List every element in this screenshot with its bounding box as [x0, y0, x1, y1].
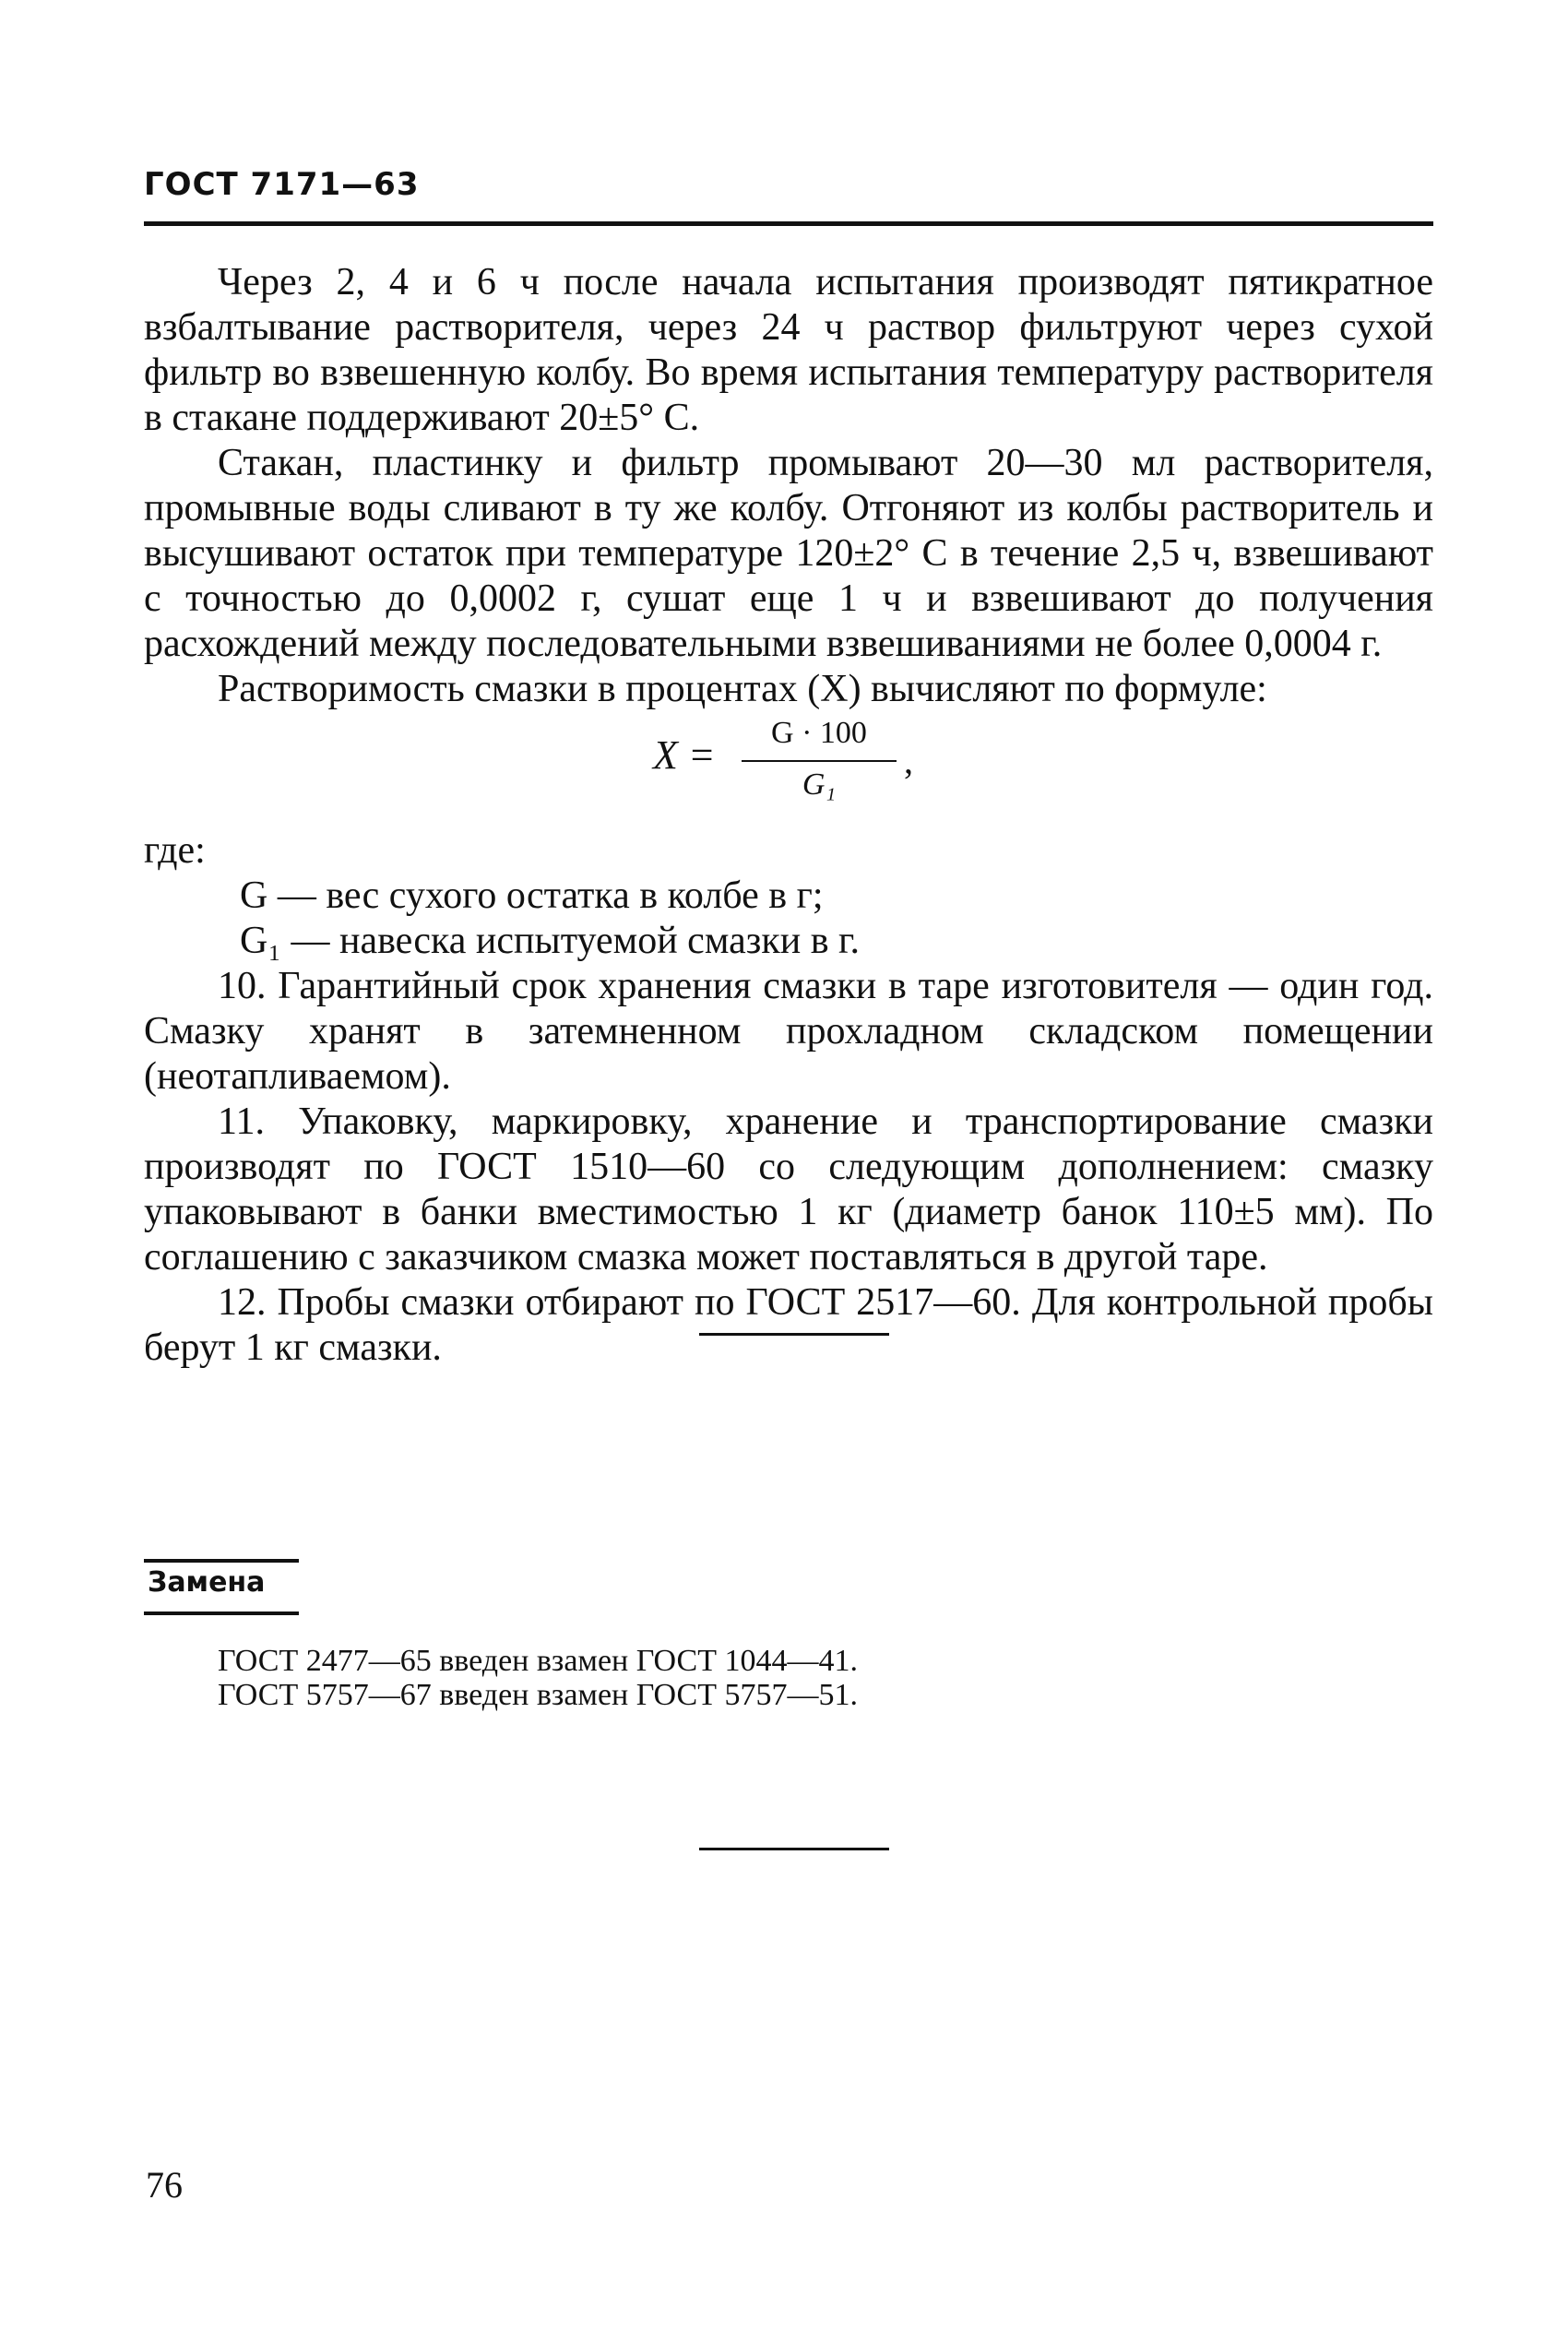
formula-fraction	[742, 712, 897, 804]
formula-lhs: X =	[653, 732, 716, 778]
zamena-line: ГОСТ 2477—65 введен взамен ГОСТ 1044—41.	[218, 1644, 858, 1678]
paragraph: Растворимость смазки в процентах (X) вычисляют по формуле:	[218, 668, 1267, 710]
formula-comma: ,	[904, 740, 913, 781]
document-body	[144, 260, 1433, 1371]
zamena-list	[218, 1644, 858, 1712]
page-number: 76	[146, 2164, 183, 2206]
zamena-rule-top	[144, 1559, 299, 1563]
header-rule	[144, 221, 1433, 226]
numbered-item-12: 12. Пробы смазки отбирают по ГОСТ 2517—60. Для контрольной пробы берут 1 кг смазки.	[144, 1281, 1433, 1369]
numbered-item-10: 10. Гарантийный срок хранения смазки в таре изготовителя — один год. Смазку хранят в затемненном прохладном складском помещении (неотапливаемом).	[144, 965, 1433, 1098]
section-separator	[699, 1848, 889, 1850]
paragraph: Стакан, пластинку и фильтр промывают 20—30 мл растворителя, промывные воды сливают в ту же колбу. Отгоняют из колбы растворитель и высушивают остаток при температуре 120±2° С в течение 2,5 ч, взвешивают с точностью до 0,0002 г, сушат еще 1 ч и взвешивают до получения расхождений между последовательными взвешиваниями не более 0,0004 г.	[144, 442, 1433, 665]
zamena-line: ГОСТ 5757—67 введен взамен ГОСТ 5757—51.	[218, 1678, 858, 1712]
formula-denominator: G₁	[802, 767, 837, 802]
variable-definition: G₁ — навеска испытуемой смазки в г.	[240, 920, 861, 962]
variable-definition: G — вес сухого остатка в колбе в г;	[240, 874, 824, 917]
section-separator	[699, 1333, 889, 1336]
paragraph: Через 2, 4 и 6 ч после начала испытания производят пятикратное взбалтывание растворителя, через 24 ч раствор фильтруют через сухой фильтр во взвешенную колбу. Во время испытания температуру растворителя в стакане поддерживают 20±5° С.	[144, 261, 1433, 439]
solubility-formula	[144, 718, 1433, 828]
formula-numerator: G · 100	[771, 716, 867, 750]
where-label: где:	[144, 829, 206, 872]
zamena-rule-bottom	[144, 1611, 299, 1615]
document-header: ГОСТ 7171—63	[144, 166, 420, 203]
numbered-item-11: 11. Упаковку, маркировку, хранение и транспортирование смазки производят по ГОСТ 1510—60 со следующим дополнением: смазку упаковывают в банки вместимостью 1 кг (диаметр банок 110±5 мм). По соглашению с заказчиком смазка может поставляться в другой таре.	[144, 1100, 1433, 1278]
zamena-title: Замена	[148, 1566, 266, 1599]
